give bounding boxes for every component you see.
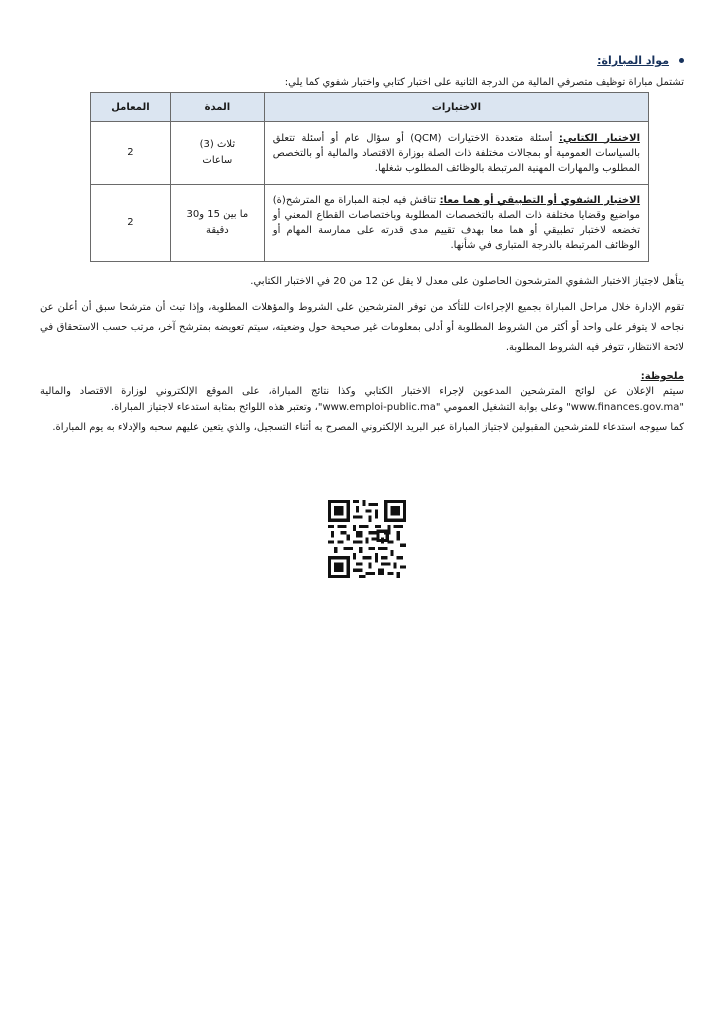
header-tests: الاختبارات xyxy=(264,93,648,122)
header-coefficient: المعامل xyxy=(91,93,171,122)
bullet-icon xyxy=(679,58,684,63)
test-label: الاختبار الشفوي أو التطبيقي أو هما معا: xyxy=(439,195,641,206)
test-label: الاختبار الكتابي: xyxy=(558,132,640,144)
header-duration: المدة xyxy=(170,93,264,122)
exams-table xyxy=(90,92,649,262)
note-text: كما سيوجه استدعاء للمترشحين المقبولين لاجتياز المباراة عبر البريد الإلكتروني المصرح به أثناء التسجيل، والذي يتعين عليهم سحبه والإدلاء به يوم المباراة. xyxy=(52,422,684,433)
test-coefficient: 2 xyxy=(91,122,171,185)
test-duration xyxy=(170,122,264,185)
duration-line: دقيقة xyxy=(206,225,229,236)
section-intro: تشتمل مباراة توظيف متصرفي المالية من الدرجة الثانية على اختبار كتابي واختبار شفوي كما يلي: xyxy=(284,77,684,88)
duration-line: ساعات xyxy=(202,155,233,166)
duration-line: ثلاث (3) xyxy=(199,139,236,150)
test-description xyxy=(264,185,648,262)
test-duration xyxy=(170,185,264,262)
verification-paragraph: تقوم الإدارة خلال مراحل المباراة بجميع الإجراءات للتأكد من توفر المترشحين على الشروط والمؤهلات المطلوبة، وإذا تبث أن مترشحا سبق أن أعلن عن نجاحه لا يتوفر على واحد أو أكثر من الشروط المطلوبة أو أدلى بمعلومات غير صحيحة حول وضعيته، سيتم تعويضه بمترشح آخر، مرتب حسب الاستحقاق في لائحة الانتظار، تتوفر فيه الشروط المطلوبة. xyxy=(40,302,684,353)
test-text: تناقش فيه لجنة المباراة مع المترشح(ة) مواضيع وقضايا مختلفة ذات الصلة بالتخصصات المطلوبة وباختصاصات القطاع المعني أو تخضعه لاختبار تطبيقي أو هما معا بهدف تقييم مدى قدرته على ممارسة المهام أو الوظائف المرتبطة بالدرجة المتبارى في شأنها. xyxy=(272,195,640,251)
table-header-row xyxy=(91,93,649,122)
table-row xyxy=(91,185,649,262)
table-row xyxy=(91,122,649,185)
duration-line: ما بين 15 و30 xyxy=(186,209,249,220)
note-title: ملحوظة: xyxy=(640,371,684,382)
section-heading xyxy=(44,54,684,67)
test-coefficient: 2 xyxy=(91,185,171,262)
qr-code-icon xyxy=(328,500,406,578)
section-title: مواد المباراة: xyxy=(597,54,669,67)
test-text: أسئلة متعددة الاختيارات (QCM) أو سؤال عام أو أسئلة تتعلق بالسياسات العمومية أو بمجالات مختلفة ذات الصلة بوزارة الاقتصاد والمالية أو بالتخصص المطلوب والمهارات المهنية المرتبطة بالوظائف المطلوب شغلها. xyxy=(272,132,640,174)
note-text: سيتم الإعلان عن لوائح المترشحين المدعوين لإجراء الاختبار الكتابي وكذا نتائج المباراة، على الموقع الإلكتروني لوزارة الاقتصاد والمالية "www.finances.gov.ma" وعلى بوابة التشغيل العمومي "www.emploi-public.ma"، وتعتبر هذه اللوائح بمثابة استدعاء لاجتياز المباراة. xyxy=(40,386,684,413)
eligibility-paragraph: يتأهل لاجتياز الاختبار الشفوي المترشحون الحاصلون على معدل لا يقل عن 12 من 20 في الاختبار الكتابي. xyxy=(250,276,684,287)
test-description xyxy=(264,122,648,185)
